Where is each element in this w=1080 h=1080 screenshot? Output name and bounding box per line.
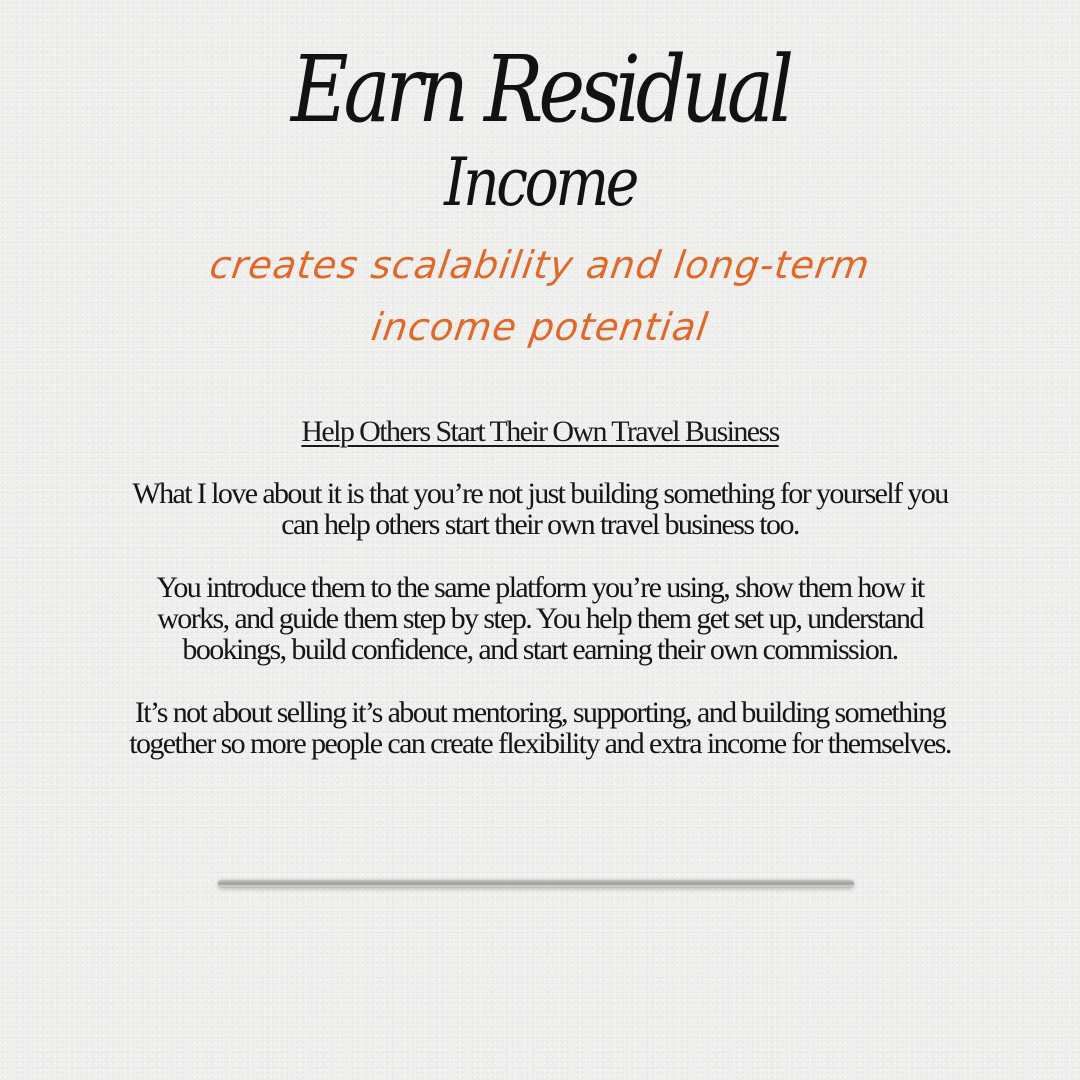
subheading-text: Help Others Start Their Own Travel Business (301, 415, 779, 448)
section-subheading (0, 417, 1080, 447)
paragraph-how-it-works: You introduce them to the same platform you’re using, show them how it works, and guide them step by step. You help them get set up, understand bookings, build confidence, and start earning their own commission. (156, 571, 924, 666)
page-title-line-2: Income (444, 144, 636, 221)
tagline-line-1: creates scalability and long-term (207, 243, 873, 287)
divider-bar (218, 880, 854, 887)
page-title-line-1: Earn Residual (290, 36, 790, 143)
paragraph-intro: What I love about it is that you’re not just building something for yourself you can help others start their own travel business too. (132, 477, 948, 541)
tagline-line-2: income potential (368, 305, 712, 349)
paragraph-mentoring: It’s not about selling it’s about mentoring, supporting, and building something together so more people can create flexibility and extra income for themselves. (129, 696, 951, 760)
